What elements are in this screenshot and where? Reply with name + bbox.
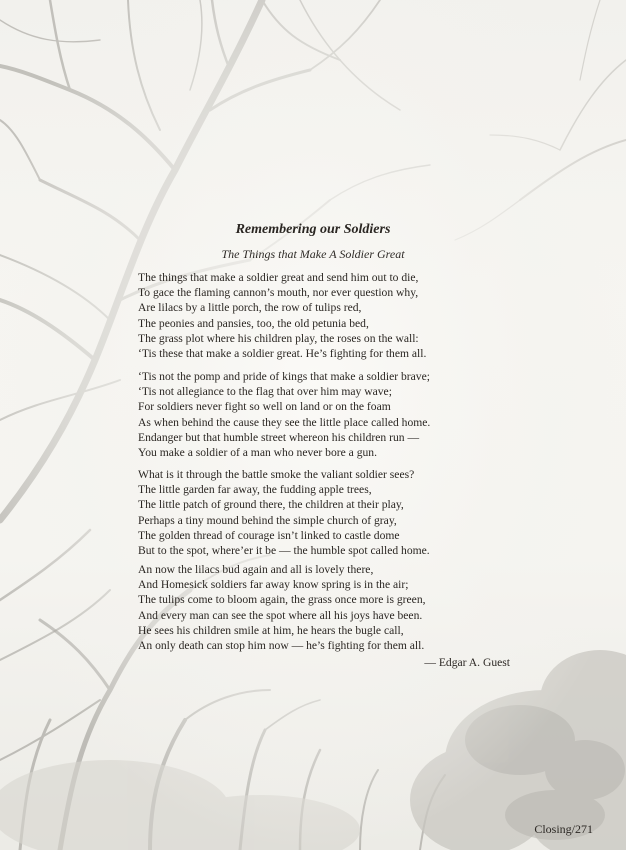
poem-line: For soldiers never fight so well on land or on the foam	[138, 400, 391, 414]
poem-line: An now the lilacs bud again and all is lovely there,	[138, 563, 374, 576]
poem-line: An only death can stop him now — he’s fighting for them all.	[138, 639, 425, 653]
poem-line: ‘Tis these that make a soldier great. He’s fighting for them all.	[138, 347, 427, 361]
stanza-3	[138, 467, 518, 558]
poem-line: Are lilacs by a little porch, the row of tulips red,	[138, 301, 362, 315]
poem-line: But to the spot, where’er it be — the humble spot called home.	[138, 544, 430, 558]
page-folio: Closing/271	[534, 822, 593, 836]
poem-line: ‘Tis not allegiance to the flag that over him may wave;	[138, 385, 392, 399]
poem-author: — Edgar A. Guest	[424, 656, 510, 669]
poem-line: The things that make a soldier great and send him out to die,	[138, 271, 419, 284]
poem-line: The little patch of ground there, the children at their play,	[138, 498, 404, 512]
poem-line: The golden thread of courage isn’t linked to castle dome	[138, 528, 400, 542]
poem-line: And every man can see the spot where all his joys have been.	[138, 608, 423, 622]
stanza-1	[138, 270, 518, 361]
poem-line: To gace the flaming cannon’s mouth, nor ever question why,	[138, 286, 419, 300]
poem-line: And Homesick soldiers far away know spring is in the air;	[138, 578, 409, 592]
poem-line: Perhaps a tiny mound behind the simple church of gray,	[138, 513, 397, 527]
poem-line: The little garden far away, the fudding apple trees,	[138, 483, 372, 497]
poem-line: ‘Tis not the pomp and pride of kings that make a soldier brave;	[138, 370, 430, 383]
poem-title: Remembering our Soldiers	[235, 222, 391, 237]
poem-line: The grass plot where his children play, the roses on the wall:	[138, 331, 419, 345]
poem-line: You make a soldier of a man who never bore a gun.	[138, 446, 378, 460]
poem-subtitle: The Things that Make A Soldier Great	[221, 247, 405, 261]
poem-line: What is it through the battle smoke the valiant soldier sees?	[138, 468, 415, 481]
poem-line: He sees his children smile at him, he hears the bugle call,	[138, 623, 404, 637]
poem-line: As when behind the cause they see the little place called home.	[138, 415, 431, 429]
stanza-4	[138, 562, 518, 653]
poem-line: The tulips come to bloom again, the grass once more is green,	[138, 593, 426, 607]
poem-line: The peonies and pansies, too, the old petunia bed,	[138, 316, 369, 330]
stanza-2	[138, 369, 518, 460]
poem-line: Endanger but that humble street whereon his children run —	[138, 430, 420, 444]
